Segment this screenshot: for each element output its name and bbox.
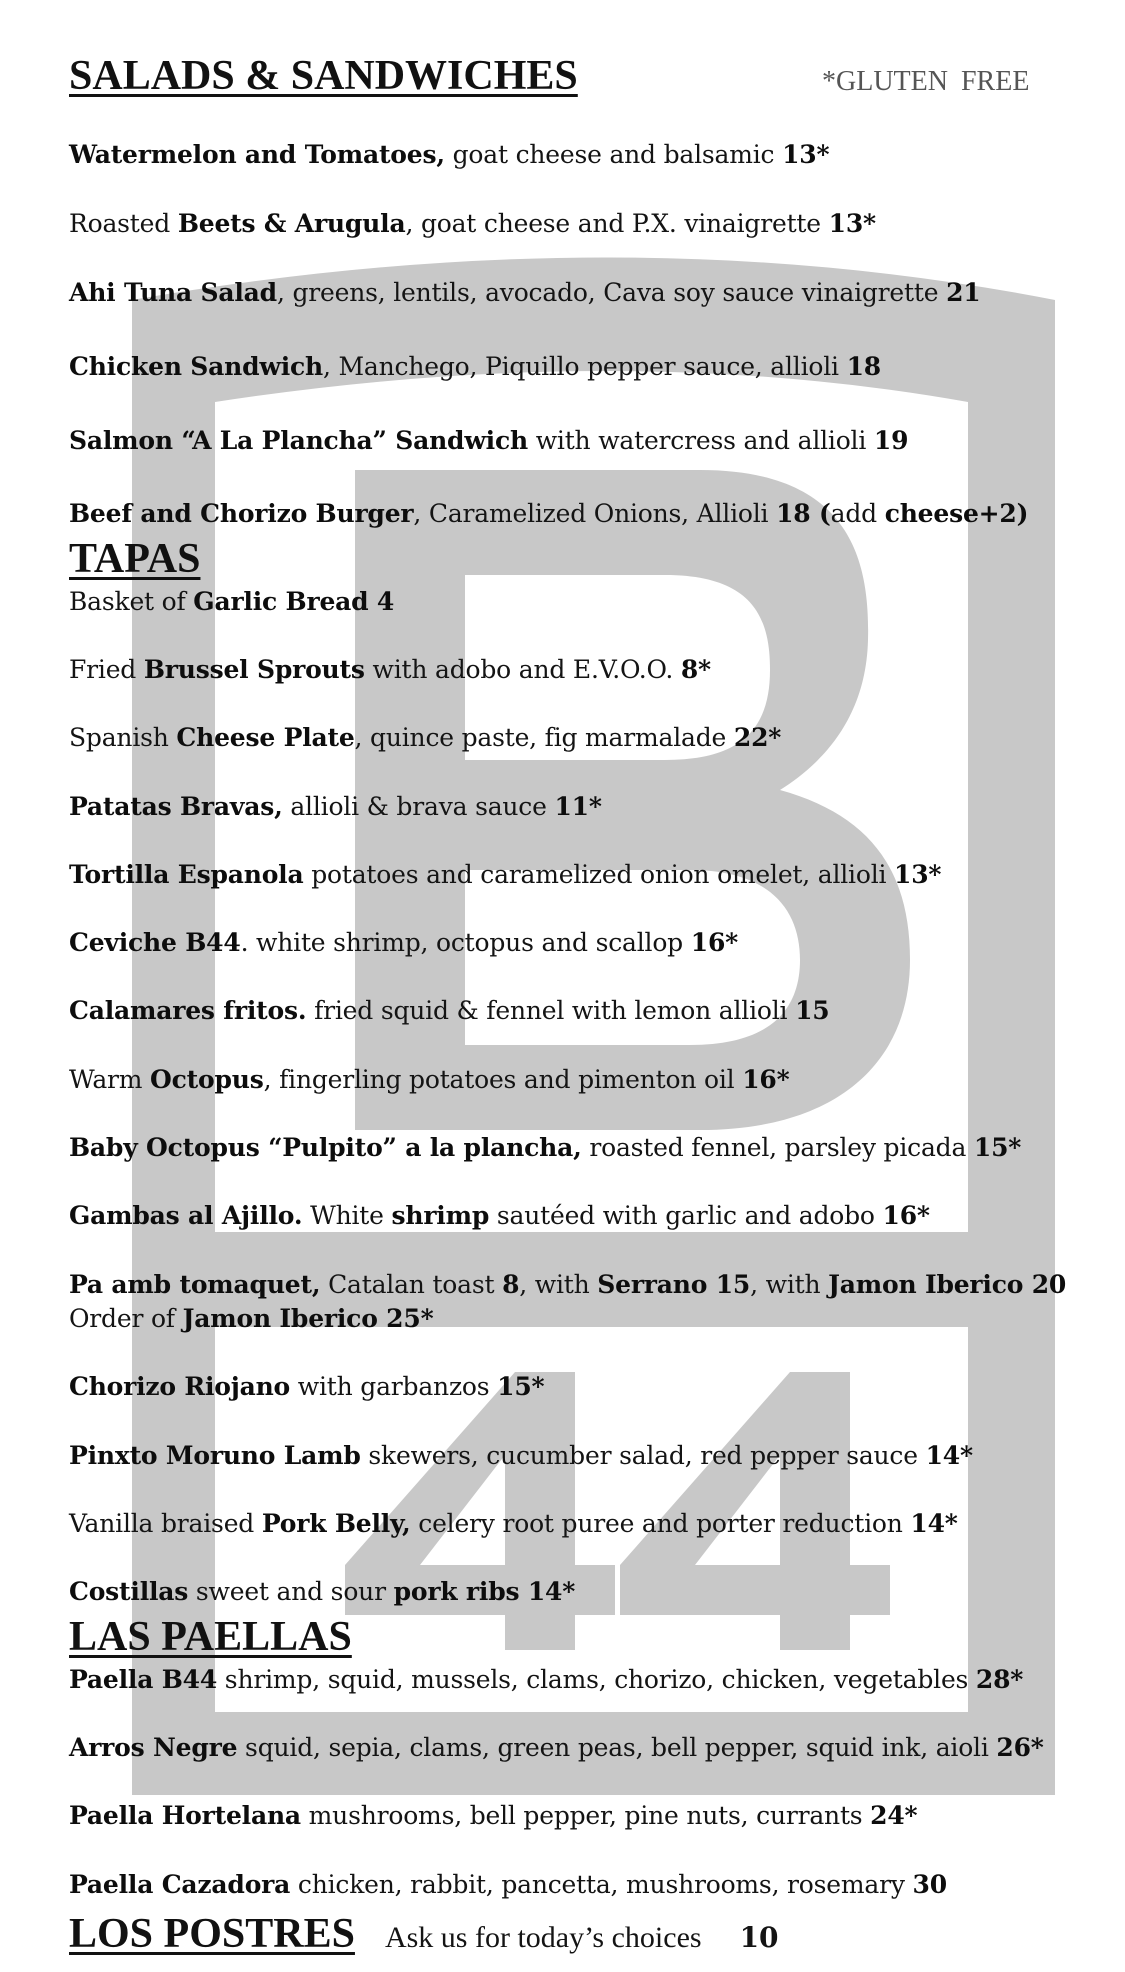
section-title-desserts: LOS POSTRES <box>69 1911 355 1957</box>
menu-item-text: potatoes and caramelized onion omelet, allioli <box>303 860 895 889</box>
menu-item-text: fried squid & fennel with lemon allioli <box>306 996 796 1025</box>
menu-item-text: chicken, rabbit, pancetta, mushrooms, rosemary <box>290 1870 913 1899</box>
menu-item-bold-text: 19 <box>873 426 909 455</box>
menu-item-bold-text: shrimp <box>391 1201 490 1230</box>
menu-item-bold-text: Paella Hortelana <box>69 1801 301 1830</box>
menu-item-text: , fingerling potatoes and pimenton oil <box>263 1065 743 1094</box>
menu-item <box>69 1131 1021 1165</box>
menu-item-bold-text: 14* <box>925 1441 973 1470</box>
menu-item-text: skewers, cucumber salad, red pepper sauce <box>360 1441 926 1470</box>
menu-item-text: roasted fennel, parsley picada <box>581 1133 974 1162</box>
menu-item <box>69 721 781 755</box>
menu-item-text: , with <box>519 1270 598 1299</box>
menu-item-bold-text: 22* <box>733 723 782 752</box>
menu-item-bold-text: Serrano 15 <box>597 1270 751 1299</box>
menu-item-text: , goat cheese and P.X. vinaigrette <box>405 209 829 238</box>
menu-item-bold-text: Baby Octopus “Pulpito” a la plancha, <box>69 1133 582 1162</box>
menu-item-bold-text: Costillas <box>69 1577 189 1606</box>
gluten-free-note: *GLUTEN FREE <box>822 66 1030 97</box>
menu-item-bold-text: Paella B44 <box>69 1665 218 1694</box>
menu-item-text: mushrooms, bell pepper, pine nuts, currants <box>300 1801 871 1830</box>
menu-item-bold-text: 21 <box>946 278 981 307</box>
menu-item-bold-text: Salmon “A La Plancha” Sandwich <box>69 426 528 455</box>
menu-item-bold-text: 18 ( <box>776 499 831 528</box>
menu-item-bold-text: Watermelon and Tomatoes, <box>69 140 445 169</box>
menu-item-text: with garbanzos <box>290 1372 498 1401</box>
menu-item <box>69 207 876 241</box>
menu-item-bold-text: 11* <box>554 792 602 821</box>
menu-item <box>69 1370 544 1404</box>
menu-item-text: Fried <box>69 655 144 684</box>
menu-item <box>69 653 711 687</box>
menu-item-bold-text: Beets & Arugula <box>177 209 406 238</box>
menu-item-bold-text: Pa amb tomaquet, <box>69 1270 321 1299</box>
menu-item <box>69 1302 433 1336</box>
menu-item-bold-text: 8* <box>680 655 711 684</box>
menu-item-bold-text: Paella Cazadora <box>69 1870 291 1899</box>
menu-item-bold-text: Jamon Iberico 25* <box>182 1304 434 1333</box>
menu-item-bold-text: 16* <box>882 1201 930 1230</box>
menu-item-bold-text: 28* <box>975 1665 1024 1694</box>
menu-item-bold-text: 30 <box>912 1870 947 1899</box>
menu-item-text: with watercress and allioli <box>527 426 874 455</box>
menu-item-text: , Caramelized Onions, Allioli <box>413 499 777 528</box>
menu-item-bold-text: cheese+2) <box>884 499 1029 528</box>
menu-item <box>69 138 829 172</box>
desserts-row <box>69 1910 779 1958</box>
menu-item-bold-text: Ahi Tuna Salad <box>69 278 277 307</box>
menu-item-bold-text: 15* <box>973 1133 1022 1162</box>
menu-item-text: squid, sepia, clams, green peas, bell pepper, squid ink, aioli <box>237 1733 997 1762</box>
menu-item-bold-text: pork ribs 14* <box>393 1577 576 1606</box>
menu-item <box>69 276 980 310</box>
menu-item-bold-text: Calamares fritos. <box>69 996 307 1025</box>
menu-item-bold-text: 13* <box>782 140 830 169</box>
menu-item <box>69 994 829 1028</box>
menu-item-bold-text: Garlic Bread 4 <box>193 587 395 616</box>
menu-item-bold-text: 24* <box>870 1801 918 1830</box>
section-title-paellas: LAS PAELLAS <box>69 1614 352 1660</box>
menu-item-bold-text: 16* <box>690 928 739 957</box>
menu-item-bold-text: Chorizo Riojano <box>69 1372 291 1401</box>
menu-item <box>69 1439 973 1473</box>
menu-item-bold-text: Jamon Iberico 20 <box>828 1270 1067 1299</box>
menu-item-bold-text: 15 <box>795 996 830 1025</box>
menu-item-text: Order of <box>69 1304 183 1333</box>
desserts-price: 10 <box>739 1921 779 1954</box>
menu-item-bold-text: Ceviche B44 <box>69 928 241 957</box>
menu-item-bold-text: 14* <box>910 1509 958 1538</box>
menu-item-bold-text: Pork Belly, <box>261 1509 411 1538</box>
menu-item-bold-text: 13* <box>894 860 942 889</box>
menu-item-bold-text: 16* <box>742 1065 790 1094</box>
menu-item-bold-text: Beef and Chorizo Burger <box>69 499 414 528</box>
menu-item-text: , with <box>750 1270 829 1299</box>
menu-item-text: sweet and sour <box>188 1577 394 1606</box>
menu-item-text: allioli & brava sauce <box>282 792 555 821</box>
menu-item <box>69 1507 958 1541</box>
menu-item <box>69 585 394 619</box>
menu-item-bold-text: Gambas al Ajillo. <box>69 1201 303 1230</box>
menu-item <box>69 1868 947 1902</box>
menu-item <box>69 858 941 892</box>
menu-item-bold-text: Brussel Sprouts <box>143 655 365 684</box>
menu-item <box>69 926 738 960</box>
menu-item-bold-text: 15* <box>497 1372 545 1401</box>
section-title-tapas: TAPAS <box>69 536 201 582</box>
menu-item-text: Catalan toast <box>320 1270 503 1299</box>
menu-item-bold-text: 13* <box>828 209 876 238</box>
menu-item-text: , greens, lentils, avocado, Cava soy sauce vinaigrette <box>276 278 947 307</box>
section-title-salads: SALADS & SANDWICHES <box>69 53 578 99</box>
menu-item-bold-text: Patatas Bravas, <box>69 792 283 821</box>
menu-item <box>69 424 908 458</box>
menu-item-bold-text: Tortilla Espanola <box>69 860 304 889</box>
menu-item-text: Basket of <box>69 587 194 616</box>
menu-item <box>69 790 602 824</box>
menu-item-bold-text: Arros Negre <box>69 1733 238 1762</box>
menu-item <box>69 497 1028 531</box>
menu-item <box>69 350 881 384</box>
menu-item-text: celery root puree and porter reduction <box>410 1509 911 1538</box>
menu-item <box>69 1731 1044 1765</box>
menu-item <box>69 1268 1066 1302</box>
menu-item-bold-text: 26* <box>996 1733 1044 1762</box>
menu-item-text: White <box>302 1201 392 1230</box>
menu-item-text: , Manchego, Piquillo pepper sauce, allioli <box>323 352 847 381</box>
menu-item-text: Warm <box>69 1065 151 1094</box>
menu-item-text: shrimp, squid, mussels, clams, chorizo, chicken, vegetables <box>217 1665 976 1694</box>
menu-item-bold-text: Pinxto Moruno Lamb <box>69 1441 361 1470</box>
menu-item-text: . white shrimp, octopus and scallop <box>240 928 691 957</box>
menu-item-text: with adobo and E.V.O.O. <box>364 655 681 684</box>
menu-item-bold-text: 8 <box>502 1270 520 1299</box>
menu-item-text: Spanish <box>69 723 177 752</box>
menu-item-text: Roasted <box>69 209 178 238</box>
menu-item <box>69 1199 930 1233</box>
menu-item-text: add <box>830 499 885 528</box>
menu-item-text: Vanilla braised <box>69 1509 262 1538</box>
menu-item-text: , quince paste, fig marmalade <box>354 723 734 752</box>
menu-item-text: sautéed with garlic and adobo <box>489 1201 883 1230</box>
menu-item-bold-text: 18 <box>846 352 881 381</box>
menu-item-bold-text: Octopus <box>150 1065 264 1094</box>
menu-item <box>69 1799 917 1833</box>
menu-item-bold-text: Cheese Plate <box>176 723 355 752</box>
menu-item <box>69 1663 1023 1697</box>
menu-item-text: goat cheese and balsamic <box>444 140 783 169</box>
menu-item <box>69 1575 575 1609</box>
menu-item-bold-text: Chicken Sandwich <box>69 352 324 381</box>
menu-item <box>69 1063 789 1097</box>
desserts-tagline: Ask us for today’s choices <box>384 1921 702 1954</box>
